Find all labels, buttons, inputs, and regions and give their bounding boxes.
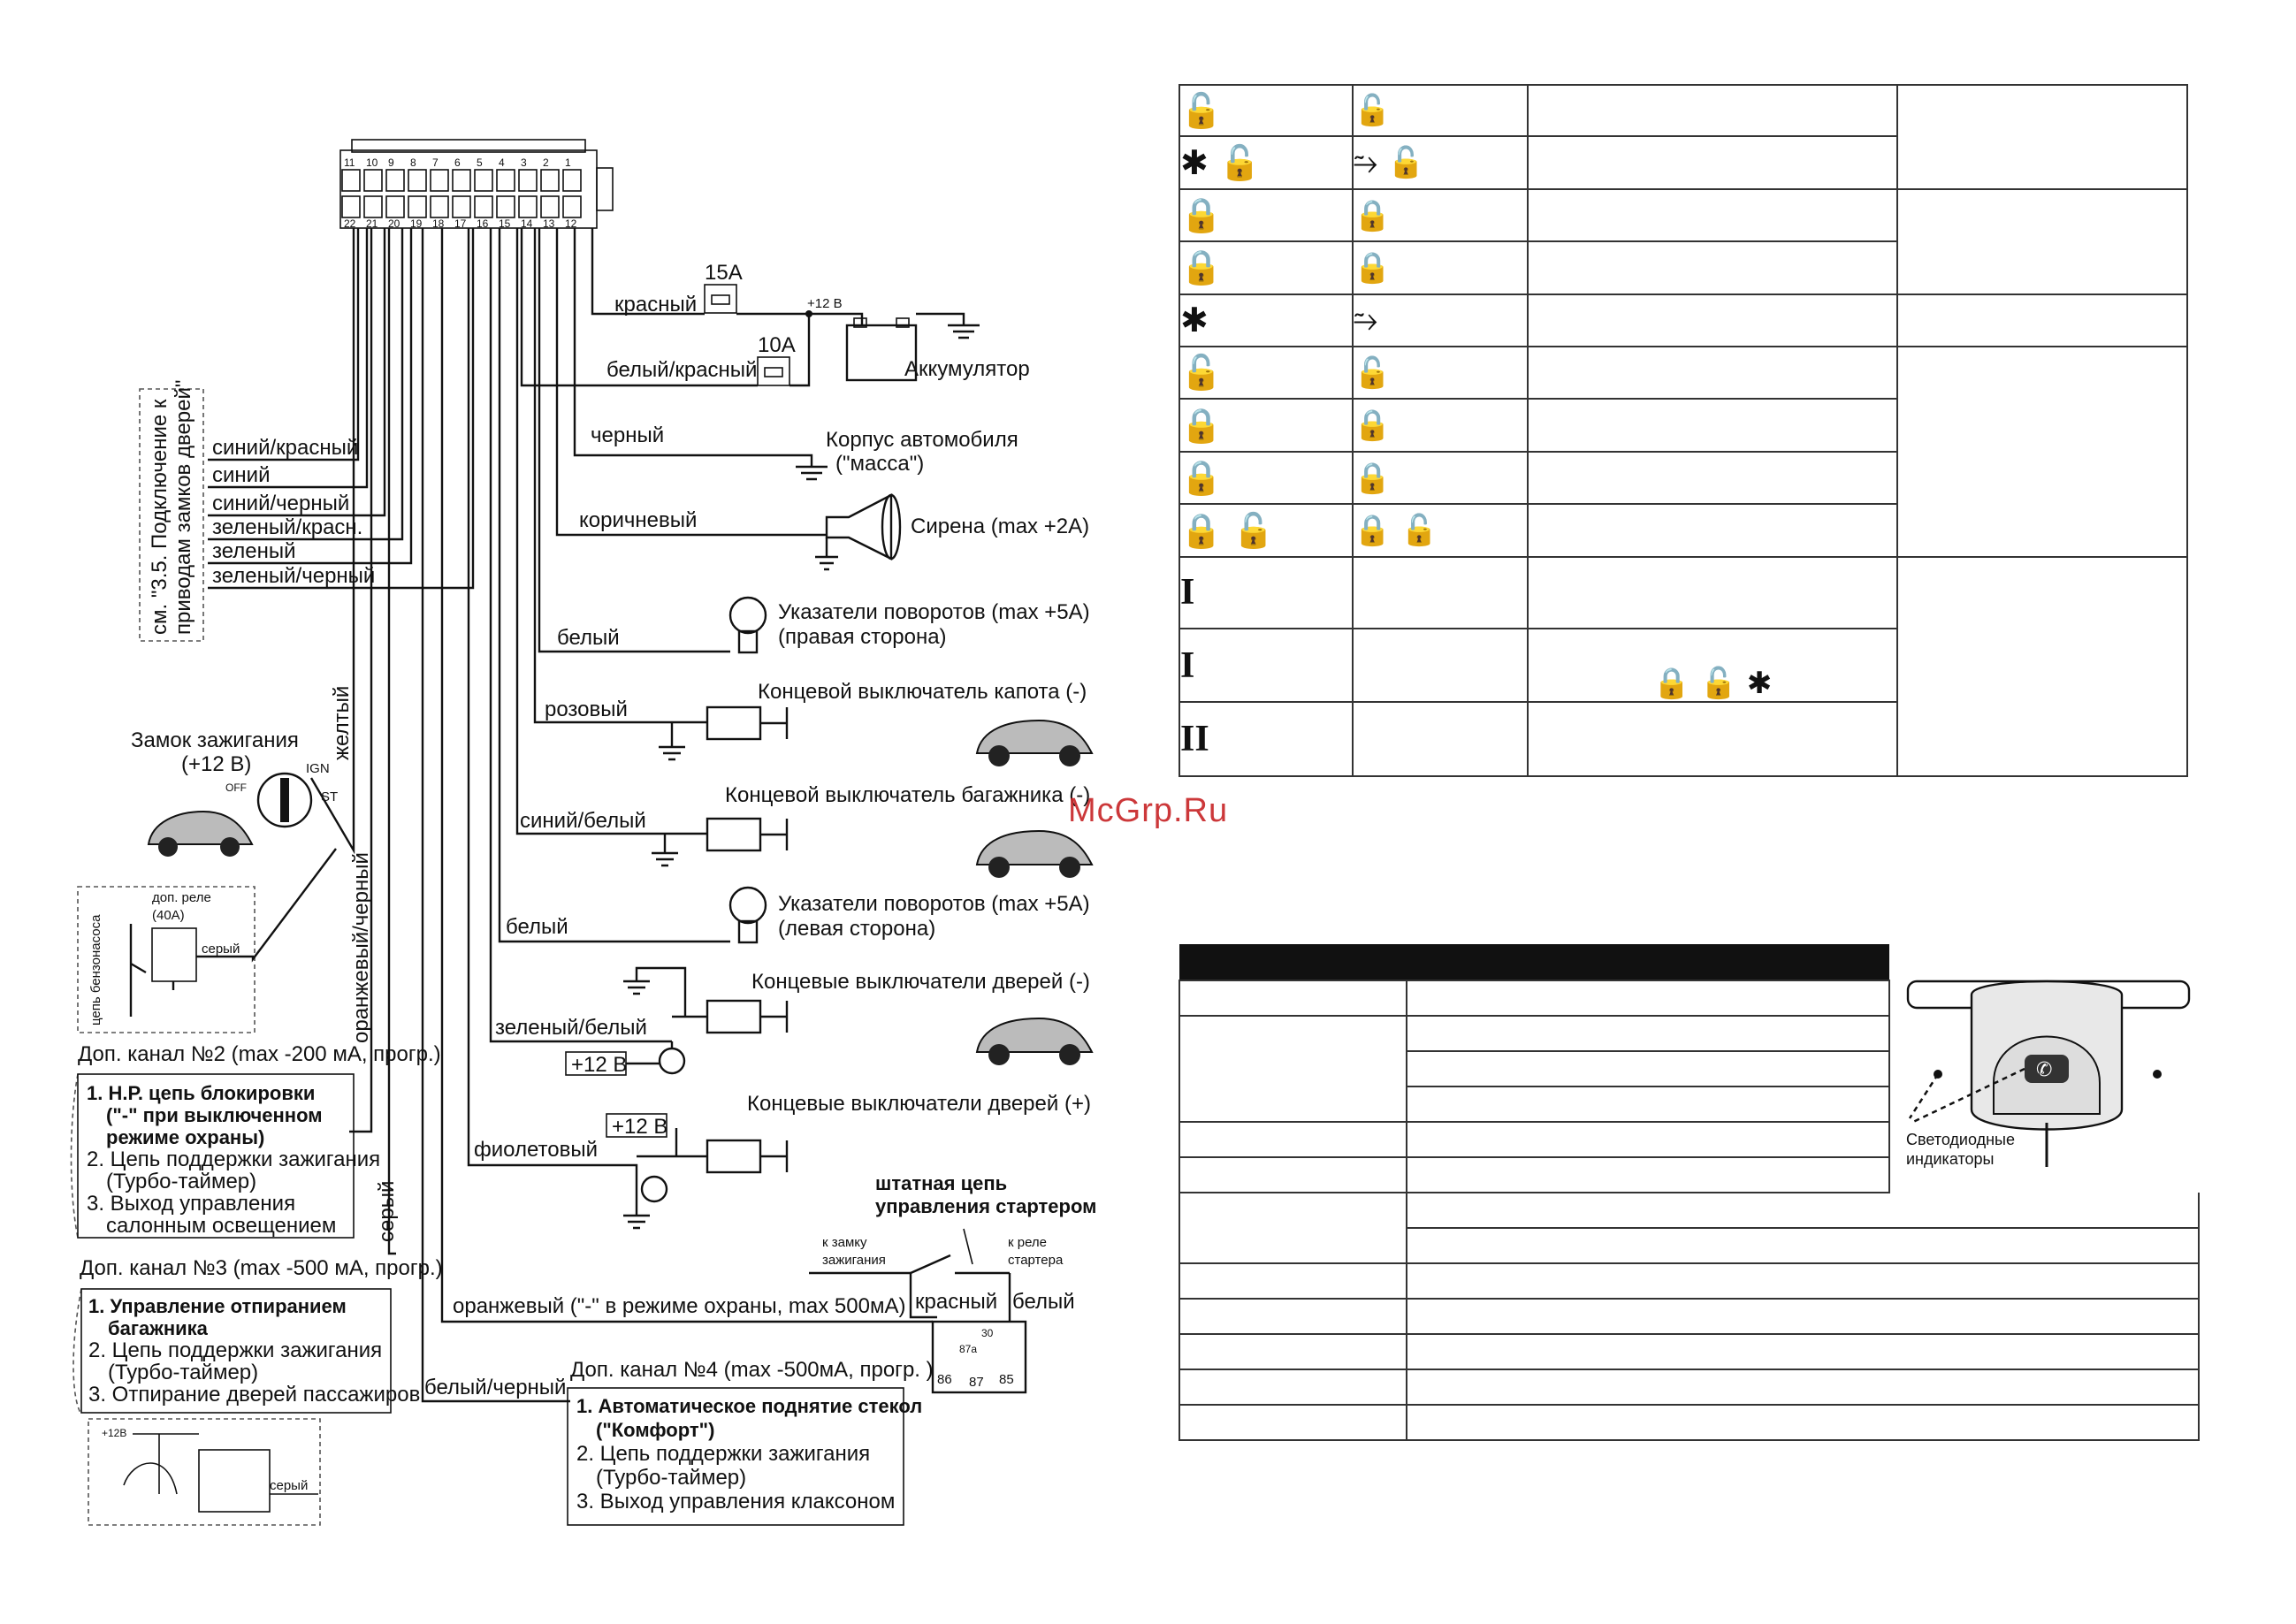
channel-item: режиме охраны) xyxy=(106,1126,265,1148)
trunk-switch-icon xyxy=(652,819,787,865)
wire-white-2-label: белый xyxy=(506,915,568,939)
channel-item: (Турбо-таймер) xyxy=(106,1170,257,1193)
starter-relay-icon xyxy=(933,1322,1026,1392)
to-starter-relay-1: к реле xyxy=(1008,1235,1048,1250)
group-cell xyxy=(1897,85,2187,189)
lcd-icon: 🔒 🔓 xyxy=(1353,504,1528,556)
door-switch-plus-icon xyxy=(623,1128,787,1228)
connector-pin xyxy=(475,170,492,191)
starter-title-2: управления стартером xyxy=(875,1195,1097,1217)
turn-left-label-2: (левая сторона) xyxy=(778,917,936,941)
channel-item: ("Комфорт") xyxy=(596,1419,715,1441)
pin-number-top: 1 xyxy=(565,156,571,169)
remote-icon: 🔓 xyxy=(1179,85,1353,136)
lcd-icon: ⥲ 🔓 xyxy=(1353,136,1528,188)
plus12-c-label: +12 В xyxy=(612,1115,668,1139)
lcd-icon: 🔒 xyxy=(1353,452,1528,504)
function-table xyxy=(1179,84,2188,777)
connector-pin xyxy=(497,170,515,191)
to-starter-relay-2: стартера xyxy=(1008,1253,1064,1268)
extra-relay-label-2: (40А) xyxy=(152,908,185,923)
ignition-lock-label-1: Замок зажигания xyxy=(131,728,299,752)
pin-number-bottom: 19 xyxy=(410,217,423,230)
pin-number-bottom: 22 xyxy=(344,217,356,230)
ignition-switch-icon xyxy=(258,774,311,827)
channel-item: 1. Н.Р. цепь блокировки xyxy=(87,1082,316,1104)
description-cell xyxy=(1528,702,1897,776)
remote-icon: 🔒 🔓 xyxy=(1179,504,1353,556)
header-col-2 xyxy=(1407,944,1889,980)
ign-off-label: OFF xyxy=(225,782,247,794)
table-row xyxy=(1179,347,2187,399)
bulb-right-icon xyxy=(730,598,766,652)
turn-left-label-1: Указатели поворотов (max +5A) xyxy=(778,892,1090,916)
group-cell xyxy=(1897,347,2187,557)
pin-number-bottom: 20 xyxy=(388,217,400,230)
description-cell xyxy=(1528,136,1897,188)
lcd-icon xyxy=(1353,629,1528,702)
to-ignition-2: зажигания xyxy=(822,1253,886,1268)
description-cell xyxy=(1528,189,1897,241)
pin-number-top: 7 xyxy=(432,156,439,169)
wire-yellow-label: желтый xyxy=(330,685,354,760)
table-row xyxy=(1179,557,2187,629)
table-row xyxy=(1179,85,2187,136)
wire-black-label: черный xyxy=(591,423,665,447)
connector-pin xyxy=(342,170,360,191)
channel-item: (Турбо-таймер) xyxy=(596,1466,747,1490)
gray-2-label: серый xyxy=(270,1478,309,1493)
relay-pin-86: 86 xyxy=(937,1372,952,1387)
pin-number-bottom: 13 xyxy=(543,217,555,230)
pin-number-bottom: 14 xyxy=(521,217,533,230)
remote-icon: 🔓 xyxy=(1179,347,1353,399)
fuse-10a xyxy=(758,357,789,385)
door-switch-minus-label: Концевые выключатели дверей (-) xyxy=(751,970,1090,994)
description-cell xyxy=(1528,452,1897,504)
starter-white-label: белый xyxy=(1012,1290,1075,1314)
plus12-label: +12 В xyxy=(807,296,843,311)
connector-pin xyxy=(519,170,537,191)
connector-pin xyxy=(519,196,537,217)
fuse-15a-label: 15A xyxy=(705,261,743,285)
channel-item: ("-" при выключенном xyxy=(106,1104,323,1126)
lock-wire-label: синий/красный xyxy=(212,436,359,460)
remote-icon: ✱ xyxy=(1179,294,1353,347)
car-ignition-icon xyxy=(149,812,252,857)
connector-pin xyxy=(408,196,426,217)
fuel-pump-label: цепь бензонасоса xyxy=(88,914,103,1025)
wire-blue-white-label: синий/белый xyxy=(520,809,646,833)
lcd-icon: 🔓 xyxy=(1353,85,1528,136)
description-cell xyxy=(1528,504,1897,556)
connector-pin xyxy=(386,196,404,217)
channel-item: 2. Цепь поддержки зажигания xyxy=(88,1338,383,1362)
ign-ign-label: IGN xyxy=(306,761,330,776)
pin-number-bottom: 18 xyxy=(432,217,445,230)
remote-icon: 🔒 xyxy=(1179,452,1353,504)
connector-pin xyxy=(453,170,470,191)
channel-item: 3. Выход управления xyxy=(87,1192,296,1216)
pin-number-top: 10 xyxy=(366,156,378,169)
wiring-diagram xyxy=(0,0,1114,1624)
lcd-icon: 🔓 xyxy=(1353,347,1528,399)
connector-pin xyxy=(497,196,515,217)
ignition-lock-label-2: (+12 В) xyxy=(181,752,252,776)
connector-pin xyxy=(342,196,360,217)
pin-number-top: 5 xyxy=(477,156,483,169)
connector-pin xyxy=(475,196,492,217)
wire-violet-label: фиолетовый xyxy=(474,1138,599,1162)
wire-brown-label: коричневый xyxy=(579,508,698,532)
ch4-title: Доп. канал №4 (max -500мА, прогр. ) xyxy=(570,1358,934,1382)
connector-pin xyxy=(541,170,559,191)
group-cell xyxy=(1897,189,2187,294)
mode-numeral: I xyxy=(1179,629,1353,702)
body-ground-label-2: ("масса") xyxy=(835,452,925,476)
extra-relay-label-1: доп. реле xyxy=(152,890,211,905)
description-cell: 🔒 🔓 ✱ xyxy=(1528,629,1897,702)
pin-number-top: 9 xyxy=(388,156,394,169)
channel-item: багажника xyxy=(108,1317,208,1339)
wire-green-white-label: зеленый/белый xyxy=(495,1016,647,1040)
siren-label: Сирена (max +2A) xyxy=(911,515,1090,538)
fuse-10a-label: 10A xyxy=(758,333,796,357)
led-module-icon xyxy=(1901,968,2201,1171)
lock-wire-label: зеленый/красн. xyxy=(212,515,363,539)
table-row xyxy=(1179,294,2187,347)
ch3-relay-icon xyxy=(124,1434,318,1512)
channel-item: 3. Выход управления клаксоном xyxy=(576,1490,896,1513)
connector-pin xyxy=(563,196,581,217)
led-caption-2: индикаторы xyxy=(1906,1150,1995,1168)
trunk-switch-label: Концевой выключатель багажника (-) xyxy=(725,783,1091,807)
fuse-15a xyxy=(705,285,736,313)
door-switch-plus-label: Концевые выключатели дверей (+) xyxy=(747,1092,1091,1116)
starter-title-1: штатная цепь xyxy=(875,1172,1008,1194)
lcd-icon xyxy=(1353,702,1528,776)
mode-numeral: I xyxy=(1179,557,1353,629)
description-cell xyxy=(1528,85,1897,136)
connector-pin xyxy=(541,196,559,217)
pin-number-top: 11 xyxy=(344,156,355,169)
description-cell xyxy=(1528,557,1897,629)
relay-pin-87: 87 xyxy=(969,1375,984,1390)
pin-number-top: 8 xyxy=(410,156,416,169)
connector-pin xyxy=(431,170,448,191)
connector-pin xyxy=(386,170,404,191)
lock-wire-label: синий xyxy=(212,463,271,487)
body-ground-label-1: Корпус автомобиля xyxy=(826,428,1018,452)
main-connector xyxy=(340,140,613,230)
watermark: McGrp.Ru xyxy=(1068,792,1229,829)
description-cell xyxy=(1528,399,1897,451)
siren-icon xyxy=(815,495,900,569)
wire-white-black-label: белый/черный xyxy=(424,1376,567,1399)
pin-number-top: 6 xyxy=(454,156,461,169)
lcd-icon xyxy=(1353,557,1528,629)
ch3-title: Доп. канал №3 (max -500 мА, прогр.) xyxy=(80,1256,443,1280)
ign-st-label: ST xyxy=(321,789,339,804)
to-ignition-1: к замку xyxy=(822,1235,867,1250)
extra-relay-icon xyxy=(131,849,336,1017)
car-trunk-icon xyxy=(977,831,1092,878)
channel-item: 1. Управление отпиранием xyxy=(88,1295,347,1317)
remote-icon: 🔒 xyxy=(1179,189,1353,241)
relay-pin-30: 30 xyxy=(981,1327,994,1339)
table-row xyxy=(1179,189,2187,241)
connector-pin xyxy=(408,170,426,191)
connector-pin xyxy=(563,170,581,191)
remote-icon: 🔒 xyxy=(1179,241,1353,294)
group-cell xyxy=(1897,294,2187,347)
turn-right-label-2: (правая сторона) xyxy=(778,625,947,649)
lock-wire-label: зеленый/черный xyxy=(212,564,376,588)
wire-orange-label: оранжевый ("-" в режиме охраны, max 500мА) xyxy=(453,1294,906,1318)
lcd-icon: 🔒 xyxy=(1353,241,1528,294)
door-locks-note-1: см. "3.5. Подключение к xyxy=(148,399,172,635)
channel-item: салонным освещением xyxy=(106,1214,337,1238)
door-locks-note-2: приводам замков дверей" xyxy=(172,379,195,635)
header-col-1 xyxy=(1179,944,1407,980)
plus12-b-label: +12 В xyxy=(571,1053,628,1077)
ch3-relay-plus: +12В xyxy=(102,1427,127,1439)
channel-item: 2. Цепь поддержки зажигания xyxy=(87,1147,381,1171)
car-doors-icon xyxy=(977,1018,1092,1065)
ch2-title: Доп. канал №2 (max -200 мА, прогр.) xyxy=(78,1042,441,1066)
pin-number-bottom: 15 xyxy=(499,217,511,230)
wire-pink-label: розовый xyxy=(545,698,628,721)
wire-white-red-label: белый/красный xyxy=(606,358,758,382)
channel-item: 1. Автоматическое поднятие стекол xyxy=(576,1395,923,1417)
connector-pin xyxy=(364,196,382,217)
pin-number-top: 4 xyxy=(499,156,505,169)
connector-pin xyxy=(364,170,382,191)
pin-number-bottom: 21 xyxy=(366,217,378,230)
lock-wire-label: зеленый xyxy=(212,539,296,563)
group-cell xyxy=(1897,557,2187,776)
pin-number-top: 3 xyxy=(521,156,527,169)
hood-switch-label: Концевой выключатель капота (-) xyxy=(758,680,1087,704)
mode-numeral: II xyxy=(1179,702,1353,776)
lcd-icon: ⥲ xyxy=(1353,294,1528,347)
connector-pin xyxy=(453,196,470,217)
pin-number-bottom: 12 xyxy=(565,217,577,230)
pin-number-top: 2 xyxy=(543,156,549,169)
description-cell xyxy=(1528,347,1897,399)
door-lock-wires xyxy=(208,228,473,588)
pin-number-bottom: 16 xyxy=(477,217,489,230)
description-cell xyxy=(1528,294,1897,347)
description-cell xyxy=(1528,241,1897,294)
gray-1-label: серый xyxy=(202,942,240,957)
battery-label: Аккумулятор xyxy=(904,357,1030,381)
bulb-left-icon xyxy=(730,888,766,942)
relay-pin-85: 85 xyxy=(999,1372,1014,1387)
relay-pin-87a: 87a xyxy=(959,1343,978,1355)
hood-switch-icon xyxy=(659,707,787,759)
lcd-icon: 🔒 xyxy=(1353,399,1528,451)
wire-red-label: красный xyxy=(614,293,698,316)
channel-item: 2. Цепь поддержки зажигания xyxy=(576,1442,871,1466)
remote-icon: ✱ 🔓 xyxy=(1179,136,1353,188)
pin-number-bottom: 17 xyxy=(454,217,467,230)
channel-item: 3. Отпирание дверей пассажиров xyxy=(88,1383,421,1407)
channel-item: (Турбо-таймер) xyxy=(108,1361,259,1384)
car-hood-icon xyxy=(977,721,1092,766)
svg-text:✆: ✆ xyxy=(2036,1059,2053,1081)
led-caption-1: Светодиодные xyxy=(1906,1131,2015,1148)
lock-wire-label: синий/черный xyxy=(212,492,350,515)
starter-red-label: красный xyxy=(915,1290,998,1314)
connector-pin xyxy=(431,196,448,217)
wire-white-1-label: белый xyxy=(557,626,620,650)
remote-icon: 🔒 xyxy=(1179,399,1353,451)
wire-orange-black-label: оранжевый/черный xyxy=(349,852,373,1043)
wire-gray-vert-label: серый xyxy=(375,1180,399,1242)
lcd-icon: 🔒 xyxy=(1353,189,1528,241)
turn-right-label-1: Указатели поворотов (max +5A) xyxy=(778,600,1090,624)
